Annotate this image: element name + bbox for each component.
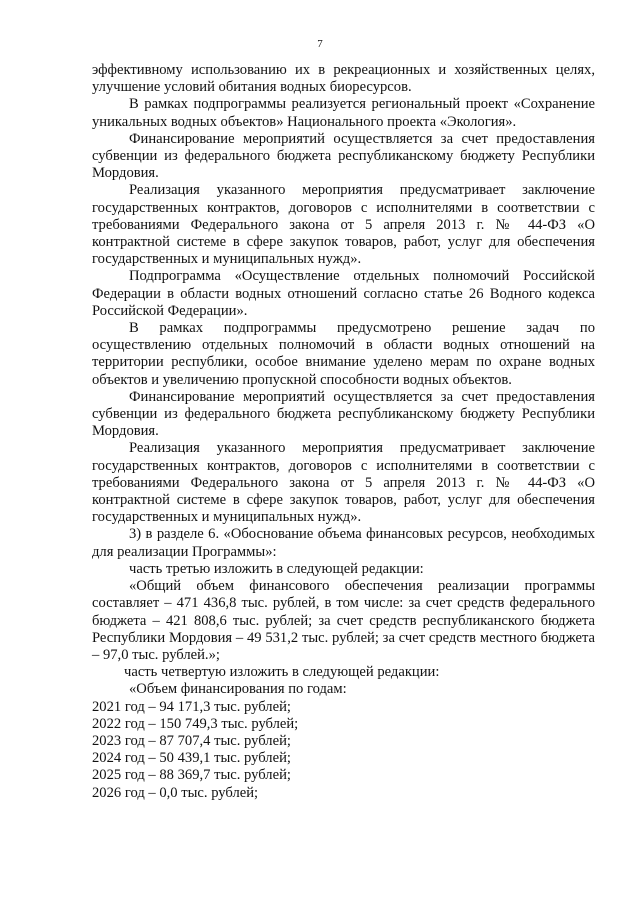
funding-year-list: [92, 699, 595, 802]
list-item: 2022 год – 150 749,3 тыс. рублей;: [92, 715, 299, 732]
paragraph-part-four: часть четвертую изложить в следующей редакции:: [124, 664, 440, 681]
paragraph-subprogram-tasks: В рамках подпрограммы предусмотрено решение задач по осуществлению отдельных полномочий в области водных отношений на территории республики, особое внимание уделено мерам по охране водных объектов и увеличению пропускной способности водных объектов.: [92, 320, 595, 388]
paragraph-contracts-1: Реализация указанного мероприятия предусматривает заключение государственных контрактов, договоров с исполнителями в соответствии с требованиями Федерального закона от 5 апреля 2013 г. № 44-ФЗ «О контрактной системе в сфере закупок товаров, работ, услуг для обеспечения государственных и муниципальных нужд».: [92, 182, 595, 268]
paragraph-subprogram-title: Подпрограмма «Осуществление отдельных полномочий Российской Федерации в области водных отношений согласно статье 26 Водного кодекса Российской Федерации».: [92, 268, 595, 319]
paragraph-water-use: эффективному использованию их в рекреационных и хозяйственных целях, улучшение условий обитания водных биоресурсов.: [92, 62, 595, 96]
list-item: 2026 год – 0,0 тыс. рублей;: [92, 784, 259, 801]
list-item: 2025 год – 88 369,7 тыс. рублей;: [92, 767, 291, 784]
paragraph-financing-2: Финансирование мероприятий осуществляется за счет предоставления субвенции из федерального бюджета республиканскому бюджету Республики Мордовия.: [92, 388, 595, 440]
paragraph-section-6: 3) в разделе 6. «Обоснование объема финансовых ресурсов, необходимых для реализации Программы»:: [92, 526, 595, 560]
list-item: 2021 год – 94 171,3 тыс. рублей;: [92, 698, 291, 715]
paragraph-contracts-2: Реализация указанного мероприятия предусматривает заключение государственных контрактов, договоров с исполнителями в соответствии с требованиями Федерального закона от 5 апреля 2013 г. № 44-ФЗ «О контрактной системе в сфере закупок товаров, работ, услуг для обеспечения государственных и муниципальных нужд».: [92, 440, 595, 526]
paragraph-part-three: часть третью изложить в следующей редакции:: [129, 560, 424, 577]
list-item: 2023 год – 87 707,4 тыс. рублей;: [92, 732, 291, 749]
paragraph-financing-1: Финансирование мероприятий осуществляется за счет предоставления субвенции из федерального бюджета республиканскому бюджету Республики Мордовия.: [92, 130, 595, 182]
page-number: 7: [317, 38, 323, 50]
paragraph-funding-by-year: «Объем финансирования по годам:: [129, 681, 347, 698]
list-item: 2024 год – 50 439,1 тыс. рублей;: [92, 750, 291, 767]
paragraph-total-funding: «Общий объем финансового обеспечения реализации программы составляет – 471 436,8 тыс. рублей, в том числе: за счет средств федерального бюджета – 421 808,6 тыс. рублей; за счет средств республиканского бюджета Республики Мордовия – 49 531,2 тыс. рублей; за счет средств местного бюджета – 97,0 тыс. рублей.»;: [92, 578, 595, 663]
paragraph-regional-project: В рамках подпрограммы реализуется региональный проект «Сохранение уникальных водных объектов» Национального проекта «Экология».: [92, 96, 595, 130]
document-body: [92, 62, 595, 802]
